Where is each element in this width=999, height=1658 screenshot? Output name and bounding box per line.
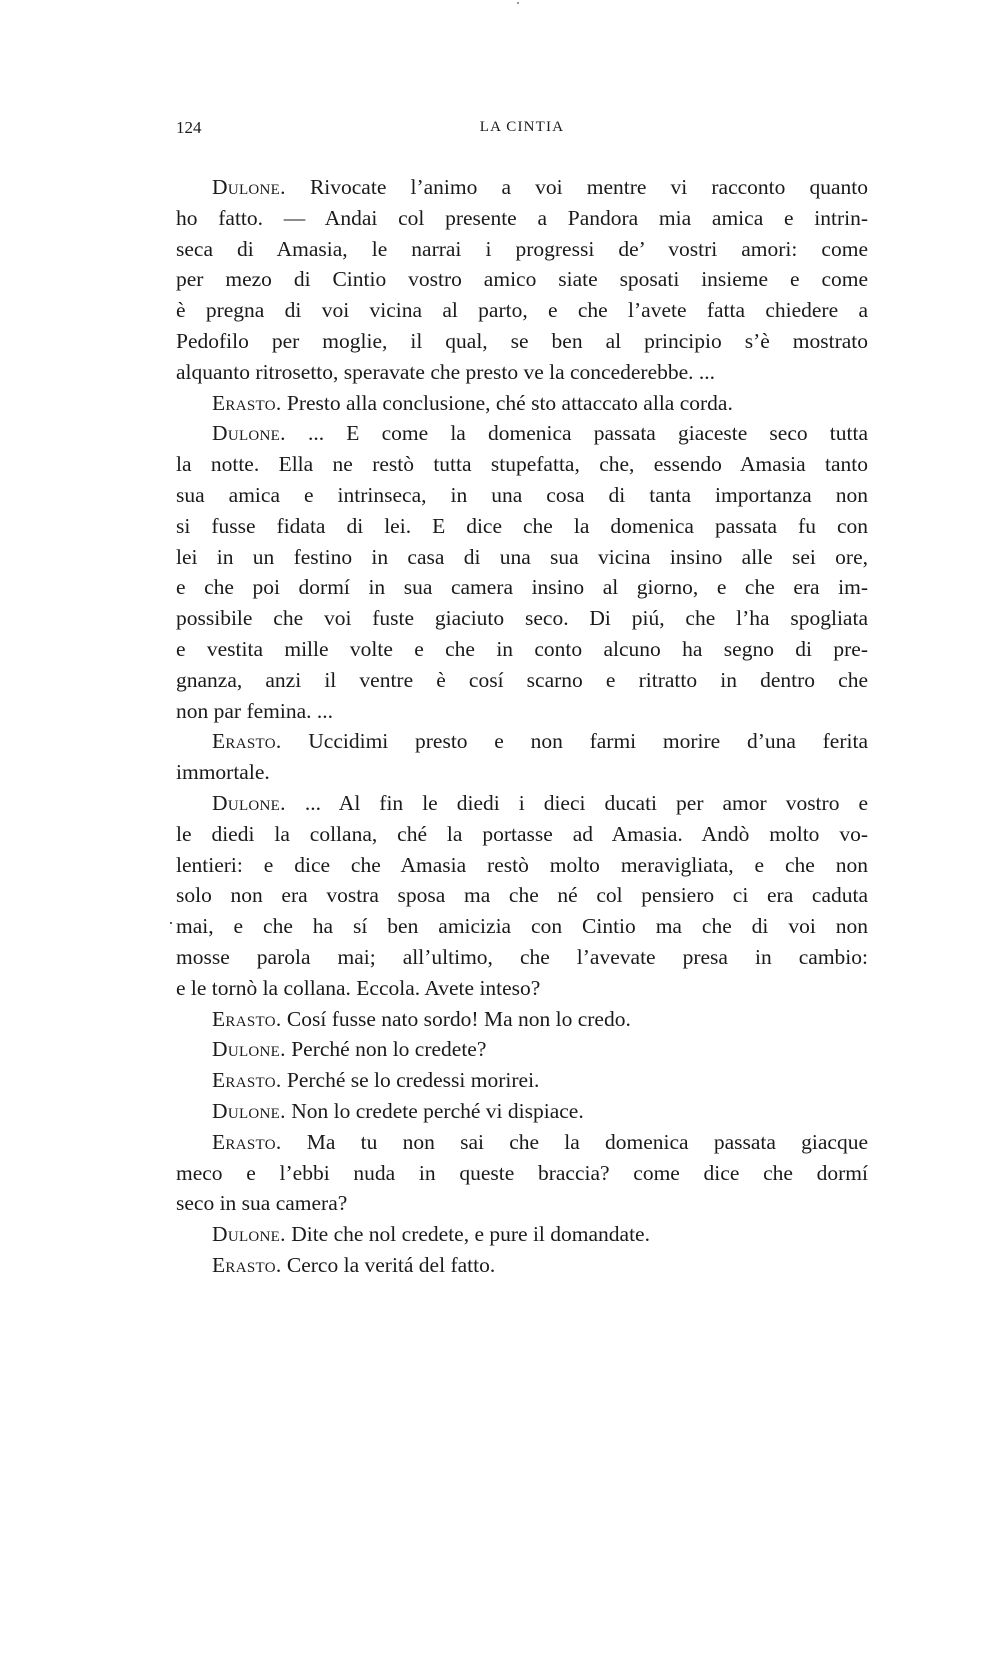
speech-paragraph	[176, 1004, 868, 1035]
text-line	[176, 542, 868, 573]
speaker-name: Erasto.	[212, 1006, 282, 1031]
line-text: seca di Amasia, le narrai i progressi de’ vostri amori: come	[176, 236, 868, 261]
line-text: immortale.	[176, 760, 270, 785]
line-text: la notte. Ella ne restò tutta stupefatta, che, essendo Amasia tanto	[176, 452, 868, 477]
text-line	[176, 203, 868, 234]
text-line	[176, 264, 868, 295]
text-line	[176, 1219, 868, 1250]
text-line	[176, 850, 868, 881]
line-text: e che poi dormí in sua camera insino al giorno, e che era im-	[176, 575, 868, 600]
speech-paragraph	[176, 418, 868, 726]
text-line	[176, 942, 868, 973]
running-title: LA CINTIA	[479, 119, 565, 135]
text-line	[176, 1127, 868, 1158]
line-text: e le tornò la collana. Eccola. Avete inteso?	[176, 975, 541, 1000]
line-text: ... E come la domenica passata giaceste seco tutta	[308, 421, 868, 446]
page-number: 124	[176, 118, 202, 137]
text-line	[176, 788, 868, 819]
speech-paragraph	[176, 1127, 868, 1219]
text-line	[176, 449, 868, 480]
text-line	[176, 819, 868, 850]
line-text: Cerco la veritá del fatto.	[286, 1252, 496, 1277]
line-text: Perché non lo credete?	[291, 1037, 487, 1062]
text-line	[176, 295, 868, 326]
line-text: solo non era vostra sposa ma che né col pensiero ci era caduta	[176, 883, 868, 908]
text-line	[176, 172, 868, 203]
line-text: Ma tu non sai che la domenica passata giacque	[306, 1129, 868, 1154]
text-line	[176, 1065, 868, 1096]
text-line	[176, 511, 868, 542]
line-text: Pedofilo per moglie, il qual, se ben al principio s’è mostrato	[176, 328, 868, 353]
line-text: lei in un festino in casa di una sua vicina insino alle sei ore,	[176, 544, 868, 569]
text-line	[176, 1034, 868, 1065]
text-line	[176, 480, 868, 511]
speaker-name: Erasto.	[212, 1129, 282, 1154]
line-text: alquanto ritrosetto, speravate che presto ve la concederebbe. ...	[176, 359, 716, 384]
line-text: possibile che voi fuste giaciuto seco. Di piú, che l’ha spogliata	[176, 606, 868, 631]
text-line	[176, 726, 868, 757]
text-line	[176, 418, 868, 449]
text-line	[176, 1004, 868, 1035]
line-text: ho fatto. — Andai col presente a Pandora mia amica e intrin-	[176, 205, 868, 230]
speech-paragraph	[176, 1219, 868, 1250]
speech-paragraph	[176, 1034, 868, 1065]
text-line	[176, 911, 868, 942]
line-text: Uccidimi presto e non farmi morire d’una ferita	[308, 729, 869, 754]
text-line	[176, 757, 868, 788]
text-line	[176, 634, 868, 665]
line-text: Non lo credete perché vi dispiace.	[291, 1098, 584, 1123]
speaker-name: Dulone.	[212, 1098, 286, 1123]
line-text: si fusse fidata di lei. E dice che la domenica passata fu con	[176, 513, 868, 538]
line-text: è pregna di voi vicina al parto, e che l’avete fatta chiedere a	[176, 298, 868, 323]
speech-paragraph	[176, 388, 868, 419]
line-text: mosse parola mai; all’ultimo, che l’avevate presa in cambio:	[176, 944, 868, 969]
speech-paragraph	[176, 1096, 868, 1127]
speaker-name: Dulone.	[212, 1037, 286, 1062]
speech-paragraph	[176, 788, 868, 1004]
text-line	[176, 234, 868, 265]
speaker-name: Dulone.	[212, 790, 286, 815]
text-line	[176, 357, 868, 388]
speech-paragraph	[176, 1065, 868, 1096]
text-line	[176, 1250, 868, 1281]
running-head	[176, 118, 868, 142]
speech-paragraph	[176, 172, 868, 388]
speaker-name: Erasto.	[212, 729, 282, 754]
text-line	[176, 603, 868, 634]
line-text: seco in sua camera?	[176, 1191, 348, 1216]
line-text: Rivocate l’animo a voi mentre vi racconto quanto	[309, 175, 869, 199]
scan-mark	[517, 2, 519, 4]
text-line	[176, 880, 868, 911]
text-line	[176, 326, 868, 357]
line-text: non par femina. ...	[176, 698, 334, 723]
line-text: mai, e che ha sí ben amicizia con Cintio ma che di voi non	[176, 914, 868, 939]
text-line	[176, 973, 868, 1004]
speaker-name: Erasto.	[212, 1068, 282, 1093]
line-text: gnanza, anzi il ventre è cosí scarno e ritratto in dentro che	[176, 667, 868, 692]
line-text: Perché se lo credessi morirei.	[286, 1068, 540, 1093]
speech-paragraph	[176, 726, 868, 788]
line-text: Presto alla conclusione, ché sto attaccato alla corda.	[286, 390, 733, 415]
speaker-name: Erasto.	[212, 1252, 282, 1277]
line-text: per mezo di Cintio vostro amico siate sposati insieme e come	[176, 267, 868, 292]
speaker-name: Erasto.	[212, 390, 282, 415]
line-text: sua amica e intrinseca, in una cosa di tanta importanza non	[176, 482, 868, 507]
text-line	[176, 388, 868, 419]
speech-paragraph	[176, 1250, 868, 1281]
text-line	[176, 665, 868, 696]
line-text: Cosí fusse nato sordo! Ma non lo credo.	[286, 1006, 631, 1031]
text-line	[176, 1188, 868, 1219]
speaker-name: Dulone.	[212, 175, 286, 199]
scan-speck	[170, 922, 172, 924]
line-text: e vestita mille volte e che in conto alcuno ha segno di pre-	[176, 636, 868, 661]
speaker-name: Dulone.	[212, 1222, 286, 1247]
line-text: lentieri: e dice che Amasia restò molto meravigliata, e che non	[176, 852, 868, 877]
line-text: ... Al fin le diedi i dieci ducati per amor vostro e	[304, 790, 868, 815]
line-text: Dite che nol credete, e pure il domandate.	[291, 1222, 650, 1247]
text-line	[176, 696, 868, 727]
text-line	[176, 1158, 868, 1189]
speaker-name: Dulone.	[212, 421, 286, 446]
text-line	[176, 572, 868, 603]
line-text: meco e l’ebbi nuda in queste braccia? come dice che dormí	[176, 1160, 868, 1185]
line-text: le diedi la collana, ché la portasse ad Amasia. Andò molto vo-	[176, 821, 868, 846]
dialogue-text	[176, 172, 868, 1281]
text-line	[176, 1096, 868, 1127]
